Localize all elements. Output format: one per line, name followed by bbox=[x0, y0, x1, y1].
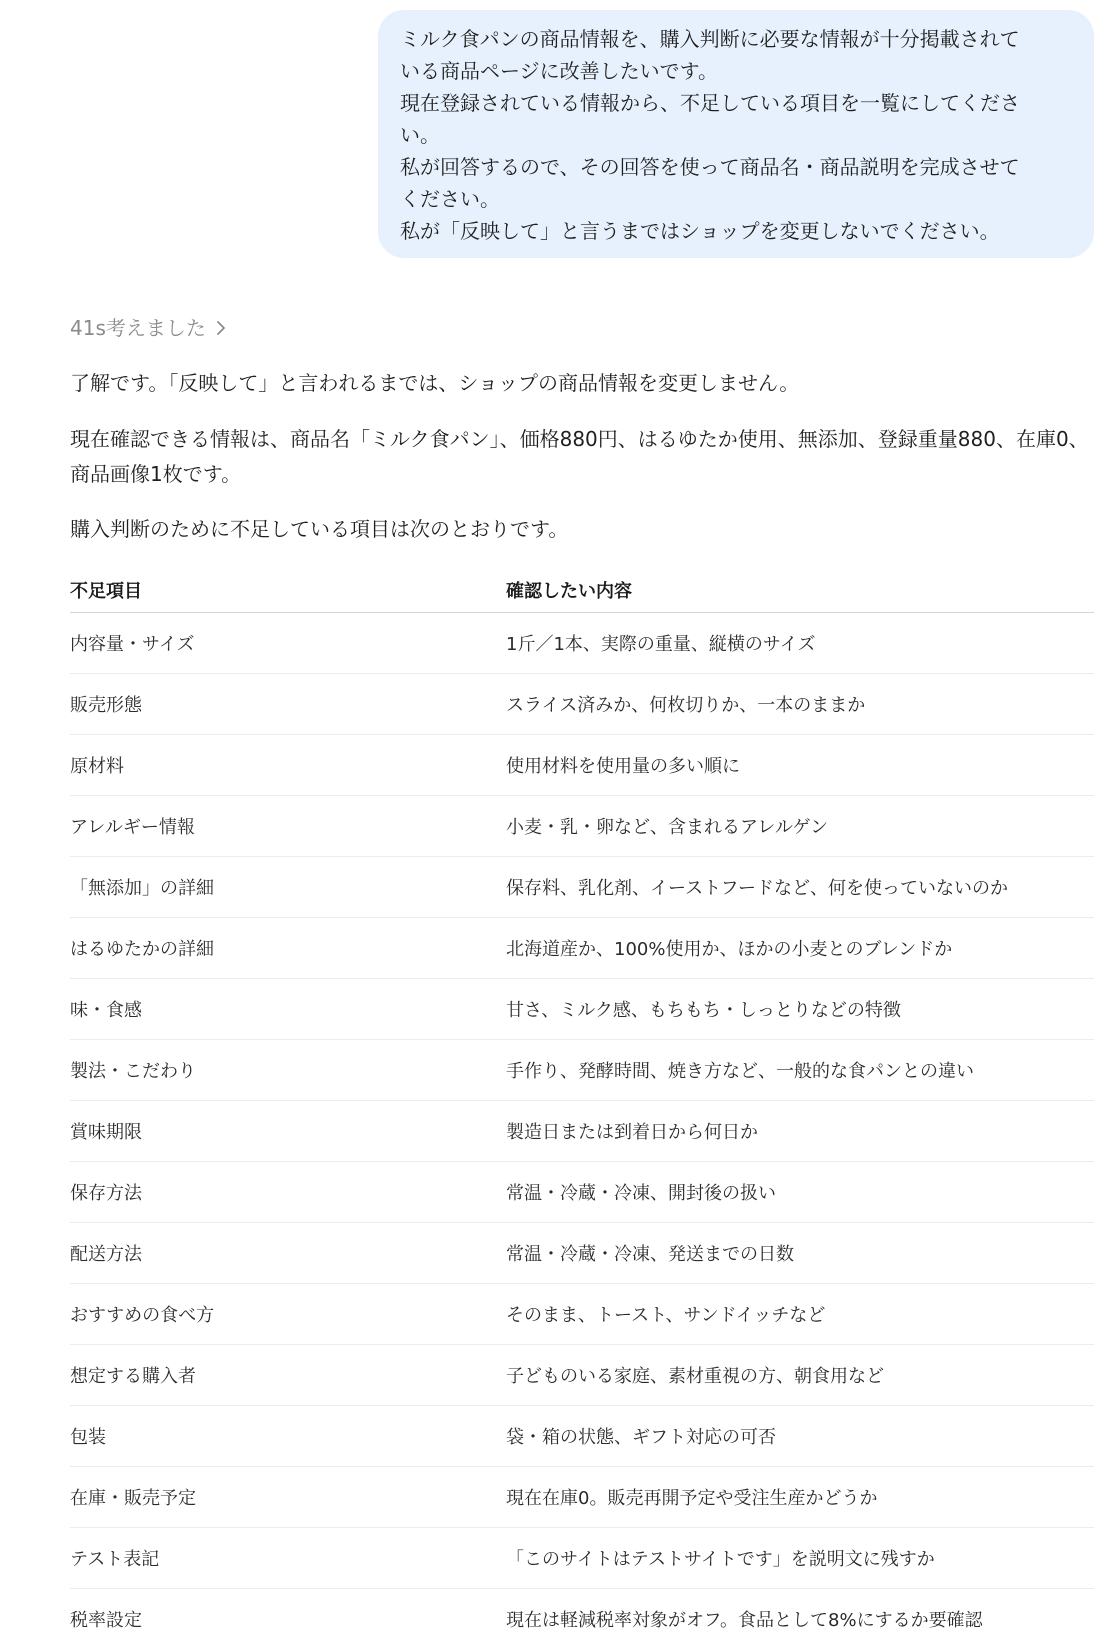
table-row bbox=[70, 735, 1094, 796]
user-message-line: ミルク食パンの商品情報を、購入判断に必要な情報が十分掲載されて bbox=[400, 27, 1020, 51]
table-row bbox=[70, 857, 1094, 918]
user-message-line: 私が「反映して」と言うまではショップを変更しないでください。 bbox=[400, 219, 1000, 243]
user-message-line: 現在登録されている情報から、不足している項目を一覧にしてくださ bbox=[400, 91, 1020, 115]
table-cell-detail: 保存料、乳化剤、イーストフードなど、何を使っていないのか bbox=[506, 878, 1009, 899]
table-header bbox=[70, 568, 1094, 613]
table-row bbox=[70, 1040, 1094, 1101]
table-row bbox=[70, 1406, 1094, 1467]
table-row bbox=[70, 1284, 1094, 1345]
table-cell-item: 製法・こだわり bbox=[70, 1061, 196, 1082]
table-cell-item: 想定する購入者 bbox=[70, 1366, 196, 1387]
chevron-right-icon bbox=[216, 320, 226, 336]
table-cell-item: 在庫・販売予定 bbox=[70, 1488, 196, 1509]
table-cell-detail: 「このサイトはテストサイトです」を説明文に残すか bbox=[506, 1549, 935, 1570]
table-row bbox=[70, 674, 1094, 735]
table-row bbox=[70, 1467, 1094, 1528]
table-cell-detail: 使用材料を使用量の多い順に bbox=[506, 756, 740, 777]
user-message-line: い。 bbox=[400, 123, 440, 147]
table-row bbox=[70, 979, 1094, 1040]
table-cell-item: 包装 bbox=[70, 1427, 106, 1448]
table-row bbox=[70, 1528, 1094, 1589]
table-row bbox=[70, 1589, 1094, 1649]
table-cell-detail: そのまま、トースト、サンドイッチなど bbox=[506, 1305, 826, 1326]
table-row bbox=[70, 796, 1094, 857]
table-body bbox=[70, 613, 1094, 1649]
table-row bbox=[70, 1162, 1094, 1223]
table-cell-item: はるゆたかの詳細 bbox=[70, 939, 214, 960]
table-cell-detail: 現在在庫0。販売再開予定や受注生産かどうか bbox=[506, 1488, 878, 1509]
table-cell-item: テスト表記 bbox=[70, 1549, 160, 1570]
table-header-cell: 不足項目 bbox=[70, 581, 142, 602]
table-cell-item: 味・食感 bbox=[70, 1000, 142, 1021]
thought-toggle[interactable] bbox=[70, 312, 226, 344]
table-header-cell: 確認したい内容 bbox=[506, 581, 632, 602]
table-cell-item: 内容量・サイズ bbox=[70, 634, 195, 655]
table-cell-item: アレルギー情報 bbox=[70, 817, 195, 838]
table-cell-item: 配送方法 bbox=[70, 1244, 142, 1265]
table-cell-detail: 小麦・乳・卵など、含まれるアレルゲン bbox=[506, 817, 829, 838]
table-row bbox=[70, 918, 1094, 979]
table-cell-detail: 手作り、発酵時間、焼き方など、一般的な食パンとの違い bbox=[506, 1061, 974, 1082]
table-row bbox=[70, 1345, 1094, 1406]
table-cell-detail: 北海道産か、100%使用か、ほかの小麦とのブレンドか bbox=[506, 939, 953, 960]
table-cell-detail: 常温・冷蔵・冷凍、開封後の扱い bbox=[506, 1183, 776, 1204]
assistant-paragraph: 了解です。「反映して」と言われるまでは、ショップの商品情報を変更しません。 bbox=[70, 371, 800, 395]
table-cell-item: おすすめの食べ方 bbox=[70, 1305, 215, 1326]
table-cell-item: 販売形態 bbox=[70, 695, 142, 716]
table-row bbox=[70, 1223, 1094, 1284]
table-cell-detail: 現在は軽減税率対象がオフ。食品として8%にするか要確認 bbox=[506, 1610, 983, 1631]
missing-items-table bbox=[70, 568, 1094, 1649]
table-cell-detail: 子どものいる家庭、素材重視の方、朝食用など bbox=[506, 1366, 884, 1387]
table-cell-item: 賞味期限 bbox=[70, 1122, 142, 1143]
user-message-line: ください。 bbox=[400, 187, 500, 211]
user-message-bubble bbox=[378, 10, 1094, 258]
table-row bbox=[70, 1101, 1094, 1162]
table-row bbox=[70, 613, 1094, 674]
assistant-paragraph: 現在確認できる情報は、商品名「ミルク食パン」、価格880円、はるゆたか使用、無添加、登録重量880、在庫0、商品画像1枚です。 bbox=[70, 427, 1089, 486]
table-cell-item: 保存方法 bbox=[70, 1183, 142, 1204]
assistant-paragraph: 購入判断のために不足している項目は次のとおりです。 bbox=[70, 517, 569, 541]
table-cell-item: 原材料 bbox=[70, 756, 124, 777]
user-message-line: いる商品ページに改善したいです。 bbox=[400, 59, 718, 83]
table-cell-detail: 袋・箱の状態、ギフト対応の可否 bbox=[506, 1427, 776, 1448]
table-cell-detail: 甘さ、ミルク感、もちもち・しっとりなどの特徴 bbox=[506, 1000, 901, 1021]
user-message-line: 私が回答するので、その回答を使って商品名・商品説明を完成させて bbox=[400, 155, 1020, 179]
table-cell-item: 「無添加」の詳細 bbox=[70, 878, 214, 899]
table-cell-detail: 常温・冷蔵・冷凍、発送までの日数 bbox=[506, 1244, 794, 1265]
table-cell-detail: スライス済みか、何枚切りか、一本のままか bbox=[506, 695, 866, 716]
table-cell-detail: 1斤／1本、実際の重量、縦横のサイズ bbox=[506, 634, 816, 655]
table-cell-item: 税率設定 bbox=[70, 1610, 142, 1631]
thought-label: 41s考えました bbox=[70, 316, 206, 340]
table-cell-detail: 製造日または到着日から何日か bbox=[506, 1122, 758, 1143]
